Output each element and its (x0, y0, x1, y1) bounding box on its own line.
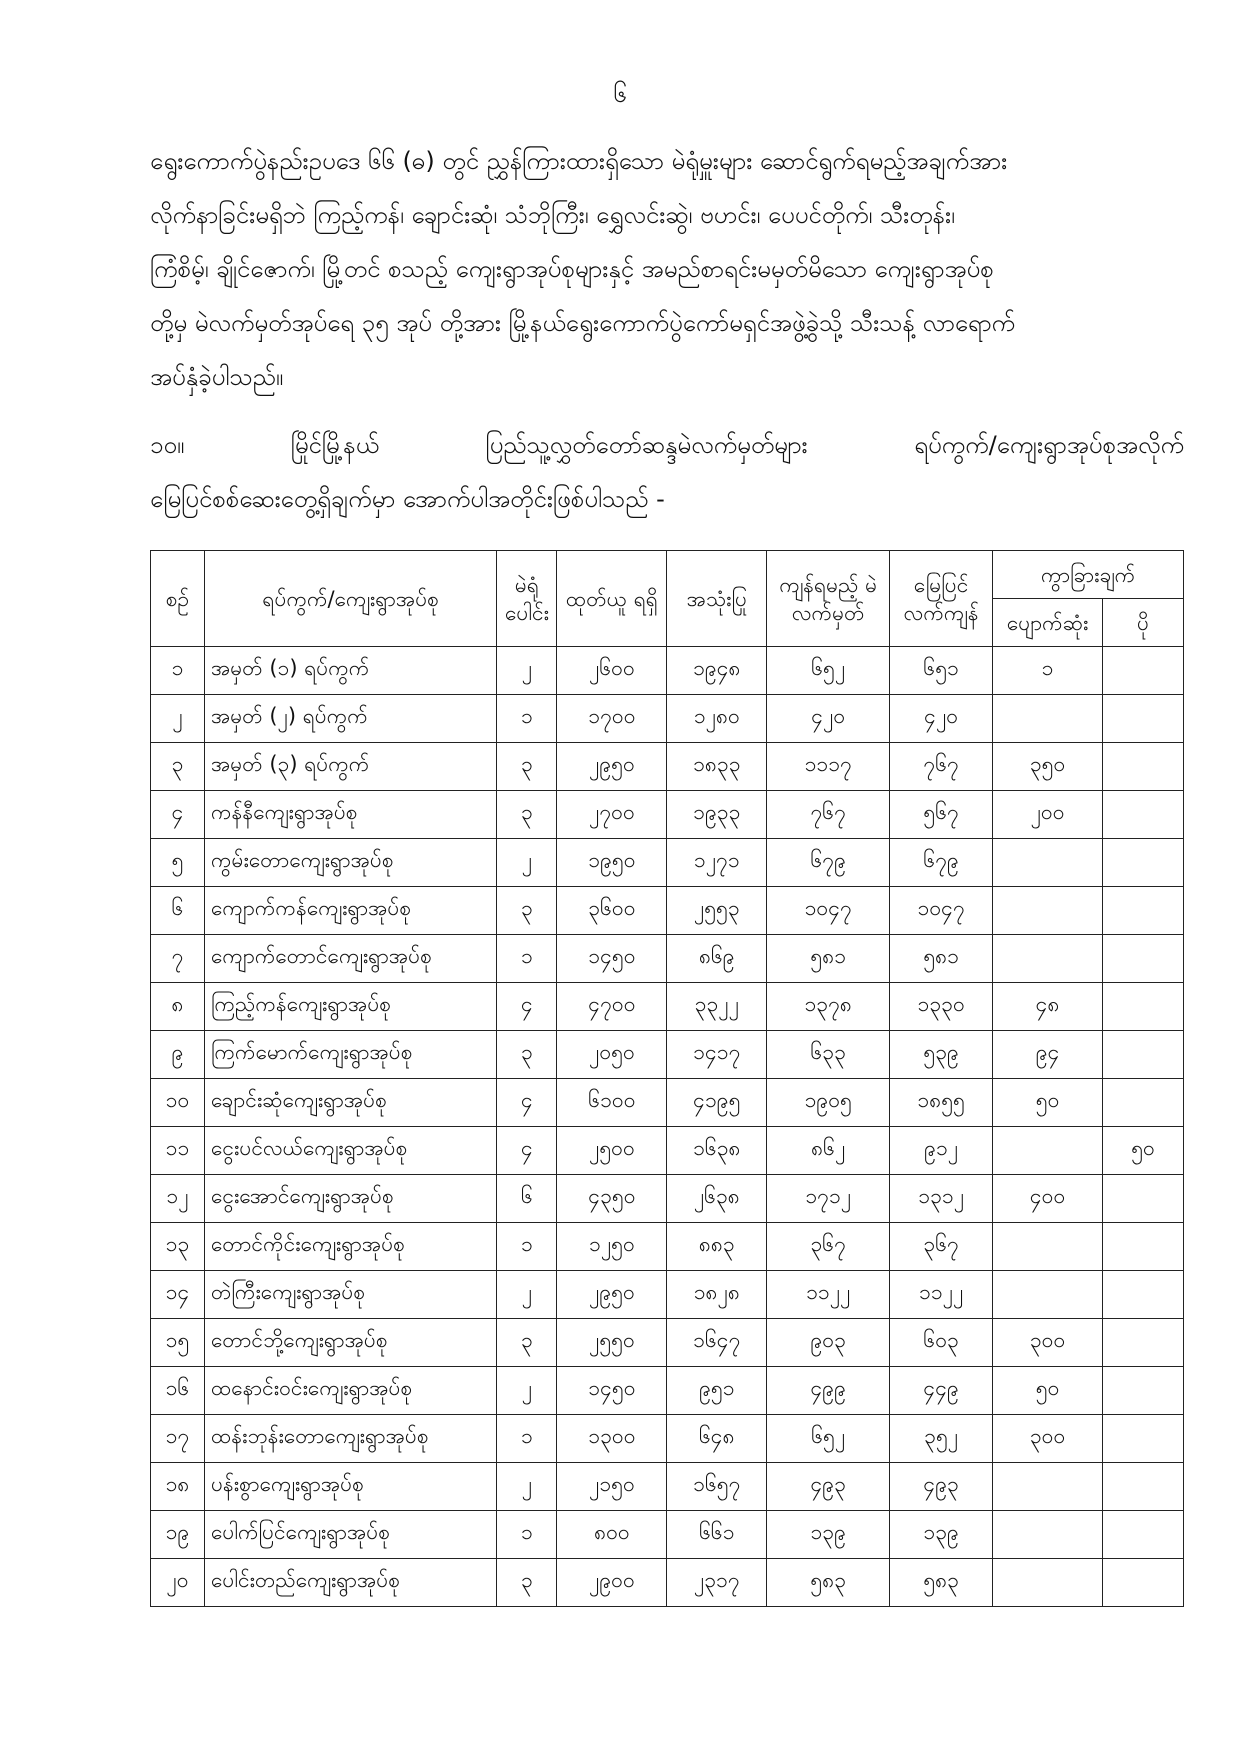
cell-field-remaining: ၄၄၉ (890, 1367, 993, 1415)
cell-no: ၁၉ (151, 1511, 205, 1559)
cell-missing: ၉၄ (993, 1031, 1103, 1079)
cell-used: ၆၆၁ (667, 1511, 767, 1559)
cell-missing: ၅၀ (993, 1367, 1103, 1415)
intro-line: ရွေးကောက်ပွဲနည်းဥပဒေ ၆၆ (ဓ) တွင် ညွှန်ကြားထားရှိသော မဲရုံမှူးများ ဆောင်ရွက်ရမည့်အချက်အား (150, 147, 1008, 175)
table-row (151, 1319, 1184, 1367)
cell-issued: ၂၅၅၀ (557, 1319, 667, 1367)
cell-name: တောင်ဘို့ကျေးရွာအုပ်စု (204, 1319, 497, 1367)
table-row (151, 1223, 1184, 1271)
section-number: ၁၀။ (150, 431, 185, 459)
cell-issued: ၂၉၅၀ (557, 743, 667, 791)
table-row (151, 839, 1184, 887)
cell-remaining: ၆၅၂ (767, 1415, 890, 1463)
cell-no: ၆ (151, 887, 205, 935)
cell-field-remaining: ၃၅၂ (890, 1415, 993, 1463)
cell-field-remaining: ၁၃၁၂ (890, 1175, 993, 1223)
cell-name: ကွမ်းတောကျေးရွာအုပ်စု (204, 839, 497, 887)
cell-name: ကြည့်ကန်ကျေးရွာအုပ်စု (204, 983, 497, 1031)
cell-used: ၁၂၈၀ (667, 695, 767, 743)
table-row (151, 983, 1184, 1031)
cell-extra (1103, 935, 1184, 983)
cell-remaining: ၁၉၀၅ (767, 1079, 890, 1127)
cell-field-remaining: ၁၈၅၅ (890, 1079, 993, 1127)
cell-used: ၁၆၅၇ (667, 1463, 767, 1511)
table-row (151, 1463, 1184, 1511)
cell-used: ၄၁၉၅ (667, 1079, 767, 1127)
cell-field-remaining: ၆၅၁ (890, 647, 993, 695)
table-row (151, 647, 1184, 695)
cell-name: ငွေးအောင်ကျေးရွာအုပ်စု (204, 1175, 497, 1223)
cell-no: ၂ (151, 695, 205, 743)
cell-missing (993, 1463, 1103, 1511)
cell-stations: ၃ (497, 887, 557, 935)
cell-remaining: ၆၇၉ (767, 839, 890, 887)
section-word: ရပ်ကွက်/ကျေးရွာအုပ်စုအလိုက် (914, 431, 1184, 459)
cell-remaining: ၁၀၄၇ (767, 887, 890, 935)
table-row (151, 1079, 1184, 1127)
cell-extra (1103, 791, 1184, 839)
cell-name: အမှတ် (၂) ရပ်ကွက် (204, 695, 497, 743)
cell-field-remaining: ၅၆၇ (890, 791, 993, 839)
header-used: အသုံးပြု (667, 551, 767, 647)
section-10-paragraph (150, 418, 1184, 526)
cell-missing (993, 1511, 1103, 1559)
cell-name: ကြက်မောက်ကျေးရွာအုပ်စု (204, 1031, 497, 1079)
cell-extra (1103, 1511, 1184, 1559)
cell-missing: ၃၅၀ (993, 743, 1103, 791)
cell-extra (1103, 743, 1184, 791)
cell-name: ပေါက်ပြင်ကျေးရွာအုပ်စု (204, 1511, 497, 1559)
table-row (151, 1511, 1184, 1559)
cell-used: ၂၅၅၃ (667, 887, 767, 935)
cell-used: ၁၉၄၈ (667, 647, 767, 695)
cell-no: ၁၄ (151, 1271, 205, 1319)
cell-extra (1103, 1463, 1184, 1511)
cell-issued: ၄၃၅၀ (557, 1175, 667, 1223)
cell-remaining: ၁၁၂၂ (767, 1271, 890, 1319)
cell-stations: ၄ (497, 1127, 557, 1175)
cell-field-remaining: ၇၆၇ (890, 743, 993, 791)
header-name: ရပ်ကွက်/ကျေးရွာအုပ်စု (204, 551, 497, 647)
cell-stations: ၃ (497, 743, 557, 791)
cell-field-remaining: ၆၇၉ (890, 839, 993, 887)
cell-used: ၂၆၃၈ (667, 1175, 767, 1223)
cell-field-remaining: ၁၃၉ (890, 1511, 993, 1559)
header-stations: မဲရုံ ပေါင်း (497, 551, 557, 647)
intro-line: တို့မှ မဲလက်မှတ်အုပ်ရေ ၃၅ အုပ် တို့အား မြို့နယ်ရွေးကောက်ပွဲကော်မရှင်အဖွဲ့ခွဲသို့ သီးသန့် လာရောက် (150, 309, 1016, 337)
cell-missing (993, 1127, 1103, 1175)
cell-name: ထနောင်းဝင်းကျေးရွာအုပ်စု (204, 1367, 497, 1415)
cell-no: ၈ (151, 983, 205, 1031)
cell-issued: ၁၄၅၀ (557, 935, 667, 983)
cell-stations: ၃ (497, 791, 557, 839)
cell-name: ငွေးပင်လယ်ကျေးရွာအုပ်စု (204, 1127, 497, 1175)
cell-extra (1103, 887, 1184, 935)
cell-no: ၁၅ (151, 1319, 205, 1367)
header-issued: ထုတ်ယူ ရရှိ (557, 551, 667, 647)
table-row (151, 1031, 1184, 1079)
cell-used: ၈၈၃ (667, 1223, 767, 1271)
cell-issued: ၄၇၀၀ (557, 983, 667, 1031)
cell-stations: ၂ (497, 839, 557, 887)
cell-remaining: ၁၁၁၇ (767, 743, 890, 791)
cell-extra (1103, 1319, 1184, 1367)
cell-extra (1103, 1367, 1184, 1415)
section-word: ပြည်သူ့လွှတ်တော်ဆန္ဒမဲလက်မှတ်များ (485, 431, 808, 459)
cell-no: ၅ (151, 839, 205, 887)
cell-no: ၁၆ (151, 1367, 205, 1415)
cell-remaining: ၁၃၇၈ (767, 983, 890, 1031)
section-heading-line (150, 418, 1184, 472)
cell-no: ၂၀ (151, 1559, 205, 1607)
cell-name: ကျောက်ကန်ကျေးရွာအုပ်စု (204, 887, 497, 935)
cell-issued: ၁၇၀၀ (557, 695, 667, 743)
cell-no: ၁၁ (151, 1127, 205, 1175)
cell-stations: ၁ (497, 1511, 557, 1559)
header-remaining: ကျန်ရမည့် မဲလက်မှတ် (767, 551, 890, 647)
cell-issued: ၂၅၀၀ (557, 1127, 667, 1175)
cell-remaining: ၈၆၂ (767, 1127, 890, 1175)
cell-name: တဲကြီးကျေးရွာအုပ်စု (204, 1271, 497, 1319)
cell-missing (993, 1223, 1103, 1271)
section-line: မြေပြင်စစ်ဆေးတွေ့ရှိချက်မှာ အောက်ပါအတိုင်းဖြစ်ပါသည် - (150, 485, 665, 513)
header-difference: ကွာခြားချက် (993, 551, 1184, 599)
cell-no: ၉ (151, 1031, 205, 1079)
cell-issued: ၆၁၀၀ (557, 1079, 667, 1127)
cell-name: တောင်ကိုင်းကျေးရွာအုပ်စု (204, 1223, 497, 1271)
intro-paragraph (150, 134, 1184, 404)
cell-no: ၄ (151, 791, 205, 839)
cell-no: ၃ (151, 743, 205, 791)
intro-line: လိုက်နာခြင်းမရှိဘဲ ကြည့်ကန်၊ ချောင်းဆုံ၊ သံဘိုကြီး၊ ရွှေလင်းဆွဲ၊ ဗဟင်း၊ ပေပင်တိုက်၊ သီးတုန်း၊ (150, 201, 955, 229)
cell-no: ၁၂ (151, 1175, 205, 1223)
cell-remaining: ၄၉၃ (767, 1463, 890, 1511)
cell-stations: ၆ (497, 1175, 557, 1223)
cell-remaining: ၁၇၁၂ (767, 1175, 890, 1223)
cell-issued: ၂၀၅၀ (557, 1031, 667, 1079)
table-row (151, 695, 1184, 743)
cell-issued: ၂၇၀၀ (557, 791, 667, 839)
cell-extra (1103, 1415, 1184, 1463)
cell-field-remaining: ၅၈၁ (890, 935, 993, 983)
cell-missing: ၂၀၀ (993, 791, 1103, 839)
cell-stations: ၂ (497, 647, 557, 695)
cell-missing (993, 839, 1103, 887)
cell-missing (993, 695, 1103, 743)
cell-name: ချောင်းဆုံကျေးရွာအုပ်စု (204, 1079, 497, 1127)
cell-remaining: ၅၈၁ (767, 935, 890, 983)
cell-field-remaining: ၄၉၃ (890, 1463, 993, 1511)
header-no: စဉ် (151, 551, 205, 647)
cell-used: ၁၄၁၇ (667, 1031, 767, 1079)
intro-line: ကြံစိမ့်၊ ချိုင်ဇောက်၊ မြို့တင် စသည့် ကျေးရွာအုပ်စုများနှင့် အမည်စာရင်းမမှတ်မိသော ကျေးရွာအုပ်စု (150, 255, 994, 283)
cell-remaining: ၄၉၉ (767, 1367, 890, 1415)
cell-field-remaining: ၅၈၃ (890, 1559, 993, 1607)
cell-stations: ၃ (497, 1319, 557, 1367)
cell-stations: ၄ (497, 1079, 557, 1127)
cell-stations: ၁ (497, 1415, 557, 1463)
page-number: ၆ (613, 80, 627, 108)
cell-no: ၁၃ (151, 1223, 205, 1271)
cell-no: ၁ (151, 647, 205, 695)
cell-name: ကန်နီကျေးရွာအုပ်စု (204, 791, 497, 839)
table-row (151, 1175, 1184, 1223)
cell-extra (1103, 1175, 1184, 1223)
cell-no: ၇ (151, 935, 205, 983)
cell-name: ပေါင်းတည်ကျေးရွာအုပ်စု (204, 1559, 497, 1607)
table-row (151, 1415, 1184, 1463)
cell-name: ထန်းဘုန်းတောကျေးရွာအုပ်စု (204, 1415, 497, 1463)
cell-name: အမှတ် (၃) ရပ်ကွက် (204, 743, 497, 791)
cell-remaining: ၁၃၉ (767, 1511, 890, 1559)
table-row (151, 1559, 1184, 1607)
cell-extra (1103, 839, 1184, 887)
cell-issued: ၁၃၀၀ (557, 1415, 667, 1463)
cell-field-remaining: ၁၀၄၇ (890, 887, 993, 935)
cell-missing: ၃၀၀ (993, 1415, 1103, 1463)
cell-used: ၂၃၁၇ (667, 1559, 767, 1607)
cell-remaining: ၃၆၇ (767, 1223, 890, 1271)
cell-stations: ၁ (497, 1223, 557, 1271)
cell-used: ၆၄၈ (667, 1415, 767, 1463)
table-row (151, 1367, 1184, 1415)
cell-extra: ၅၀ (1103, 1127, 1184, 1175)
cell-stations: ၁ (497, 935, 557, 983)
cell-missing: ၁ (993, 647, 1103, 695)
cell-field-remaining: ၄၂၀ (890, 695, 993, 743)
cell-issued: ၃၆၀၀ (557, 887, 667, 935)
cell-no: ၁၀ (151, 1079, 205, 1127)
cell-used: ၁၆၄၇ (667, 1319, 767, 1367)
cell-used: ၈၆၉ (667, 935, 767, 983)
cell-issued: ၂၉၅၀ (557, 1271, 667, 1319)
cell-field-remaining: ၁၁၂၂ (890, 1271, 993, 1319)
cell-issued: ၂၆၀၀ (557, 647, 667, 695)
cell-issued: ၂၉၀၀ (557, 1559, 667, 1607)
cell-extra (1103, 647, 1184, 695)
cell-extra (1103, 695, 1184, 743)
cell-missing: ၄၀၀ (993, 1175, 1103, 1223)
cell-remaining: ၆၃၃ (767, 1031, 890, 1079)
cell-stations: ၁ (497, 695, 557, 743)
cell-missing (993, 1271, 1103, 1319)
cell-stations: ၂ (497, 1271, 557, 1319)
header-field-remaining: မြေပြင် လက်ကျန် (890, 551, 993, 647)
cell-remaining: ၉၀၃ (767, 1319, 890, 1367)
cell-missing: ၃၀၀ (993, 1319, 1103, 1367)
cell-extra (1103, 1559, 1184, 1607)
cell-extra (1103, 1223, 1184, 1271)
cell-remaining: ၄၂၀ (767, 695, 890, 743)
cell-name: ပန်းစွာကျေးရွာအုပ်စု (204, 1463, 497, 1511)
cell-used: ၁၂၇၁ (667, 839, 767, 887)
section-word: မြိုင်မြို့နယ် (290, 431, 380, 459)
cell-missing (993, 1559, 1103, 1607)
cell-issued: ၁၉၅၀ (557, 839, 667, 887)
cell-extra (1103, 1031, 1184, 1079)
cell-name: ကျောက်တောင်ကျေးရွာအုပ်စု (204, 935, 497, 983)
cell-field-remaining: ၃၆၇ (890, 1223, 993, 1271)
cell-no: ၁၈ (151, 1463, 205, 1511)
cell-name: အမှတ် (၁) ရပ်ကွက် (204, 647, 497, 695)
ballot-table (150, 550, 1184, 1607)
cell-remaining: ၇၆၇ (767, 791, 890, 839)
cell-used: ၃၃၂၂ (667, 983, 767, 1031)
cell-stations: ၂ (497, 1463, 557, 1511)
cell-no: ၁၇ (151, 1415, 205, 1463)
cell-extra (1103, 983, 1184, 1031)
cell-field-remaining: ၉၁၂ (890, 1127, 993, 1175)
cell-stations: ၂ (497, 1367, 557, 1415)
table-row (151, 935, 1184, 983)
header-missing: ပျောက်ဆုံး (993, 599, 1103, 647)
cell-field-remaining: ၁၃၃၀ (890, 983, 993, 1031)
cell-field-remaining: ၅၃၉ (890, 1031, 993, 1079)
cell-missing: ၄၈ (993, 983, 1103, 1031)
cell-used: ၁၈၂၈ (667, 1271, 767, 1319)
header-extra: ပို (1103, 599, 1184, 647)
cell-issued: ၈၀၀ (557, 1511, 667, 1559)
table-row (151, 743, 1184, 791)
table-row (151, 887, 1184, 935)
cell-stations: ၃ (497, 1031, 557, 1079)
cell-extra (1103, 1079, 1184, 1127)
cell-extra (1103, 1271, 1184, 1319)
cell-used: ၁၉၃၃ (667, 791, 767, 839)
cell-missing (993, 887, 1103, 935)
table-row (151, 791, 1184, 839)
cell-issued: ၂၁၅၀ (557, 1463, 667, 1511)
cell-used: ၁၈၃၃ (667, 743, 767, 791)
cell-remaining: ၅၈၃ (767, 1559, 890, 1607)
table-row (151, 1127, 1184, 1175)
cell-stations: ၄ (497, 983, 557, 1031)
cell-used: ၁၆၃၈ (667, 1127, 767, 1175)
intro-line: အပ်နှံခဲ့ပါသည်။ (150, 363, 284, 391)
cell-issued: ၁၂၅၀ (557, 1223, 667, 1271)
cell-used: ၉၅၁ (667, 1367, 767, 1415)
cell-remaining: ၆၅၂ (767, 647, 890, 695)
cell-missing (993, 935, 1103, 983)
cell-field-remaining: ၆၀၃ (890, 1319, 993, 1367)
table-row (151, 1271, 1184, 1319)
cell-stations: ၃ (497, 1559, 557, 1607)
cell-missing: ၅၀ (993, 1079, 1103, 1127)
cell-issued: ၁၄၅၀ (557, 1367, 667, 1415)
